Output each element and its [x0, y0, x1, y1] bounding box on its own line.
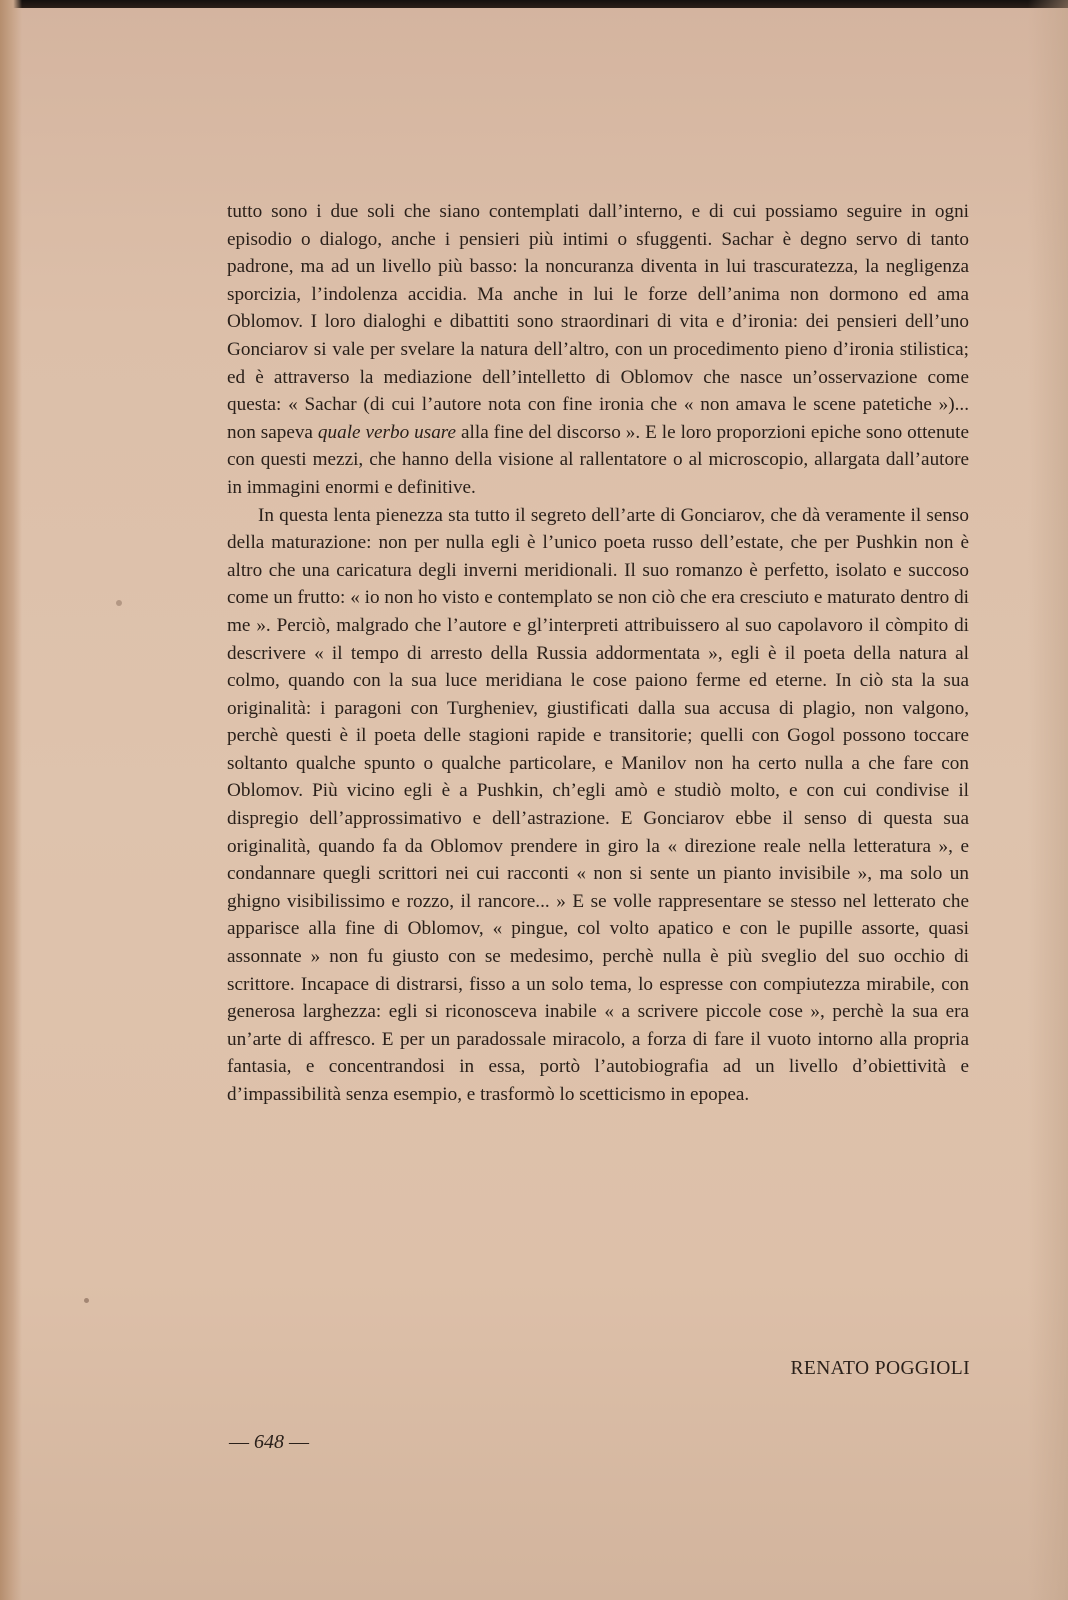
folio-dash-right: —: [289, 1431, 309, 1453]
body-text: [227, 198, 969, 1109]
page-number: [229, 1431, 309, 1454]
italic-phrase: quale verbo usare: [317, 421, 457, 443]
page-binding-edge: [0, 0, 22, 1600]
page-top-shadow: [0, 0, 1068, 8]
paper-spot: [116, 600, 122, 606]
text-run: tutto sono i due soli che siano contemplati dall’interno, e di cui possiamo seguire in ogni episodio o dialogo, anche i pensieri più intimi o sfuggenti. Sachar è degno servo di tanto padrone, ma ad un livello più basso: la noncuranza diventa in lui trascuratezza, la negligenza sporcizia, l’indolenza accidia. Ma anche in lui le forze dell’anima non dormono ed ama Oblomov. I loro dialoghi e dibattiti sono straordinari di vita e d’ironia: dei pensieri dell’uno Gonciarov si vale per svelare la natura dell’altro, con un procedimento pieno d’ironia stilistica; ed è attraverso la mediazione dell’intelletto di Oblomov che nasce un’osservazione come questa: « Sachar (di cui l’autore nota con fine ironia che « non amava le scene patetiche »)... non sapeva: [227, 201, 969, 443]
paragraph: [227, 502, 969, 1109]
text-run: In questa lenta pienezza sta tutto il segreto dell’arte di Gonciarov, che dà veramente il senso della maturazione: non per nulla egli è l’unico poeta russo dell’estate, che per Pushkin non è altro che una caricatura degli inverni meridionali. Il suo romanzo è perfetto, isolato e succoso come un frutto: « io non ho visto e contemplato se non ciò che era cresciuto e maturato dentro di me ». Perciò, malgrado che l’autore e gl’interpreti attribuissero al suo capolavoro il còmpito di descrivere « il tempo di arresto della Russia addormentata », egli è il poeta della natura al colmo, quando con la sua luce meridiana le cose paiono ferme ed eterne. In ciò sta la sua originalità: i paragoni con Turgheniev, giustificati dalla sua accusa di plagio, non valgono, perchè questi è il poeta delle stagioni rapide e transitorie; quelli con Gogol possono toccare soltanto qualche spunto o qualche particolare, e Manilov non ha certo nulla a che fare con Oblomov. Più vicino egli è a Pushkin, ch’egli amò e studiò molto, e con cui condivise il dispregio dell’approssimativo e dell’astrazione. E Gonciarov ebbe il senso di questa sua originalità, quando fa da Oblomov prendere in giro la « direzione reale nella letteratura », e condannare quegli scrittori nei cui racconti « non si sente un pianto invisibile », ma solo un ghigno visibilissimo e rozzo, il rancore... » E se volle rappresentare se stesso nel letterato che apparisce alla fine di Oblomov, « pingue, col volto apatico e con le pupille assorte, quasi assonnate » non fu giusto con se medesimo, perchè nulla è più sveglio del suo occhio di scrittore. Incapace di distrarsi, fisso a un solo tema, lo espresse con compiutezza mirabile, con generosa larghezza: egli si riconosceva inabile « a scrivere piccole cose », perchè la sua era un’arte di affresco. E per un paradossale miracolo, a forza di fare il vuoto intorno alla propria fantasia, e concentrandosi in essa, portò l’autobiografia ad un livello d’obiettività e d’impassibilità senza esempio, e trasformò lo scetticismo in epopea.: [227, 504, 969, 1105]
folio-number: 648: [254, 1431, 284, 1453]
folio-dash-left: —: [229, 1431, 249, 1453]
paper-spot: [84, 1298, 89, 1303]
text-run: alla fine del discorso ». E le loro proporzioni epiche sono ottenute con questi mezzi, che hanno della visione al rallentatore o al microscopio, allargata dall’autore in immagini enormi e definitive.: [227, 421, 969, 498]
paragraph: [227, 198, 969, 502]
page-right-shade: [1028, 0, 1068, 1600]
author-signature: RENATO POGGIOLI: [790, 1358, 970, 1379]
